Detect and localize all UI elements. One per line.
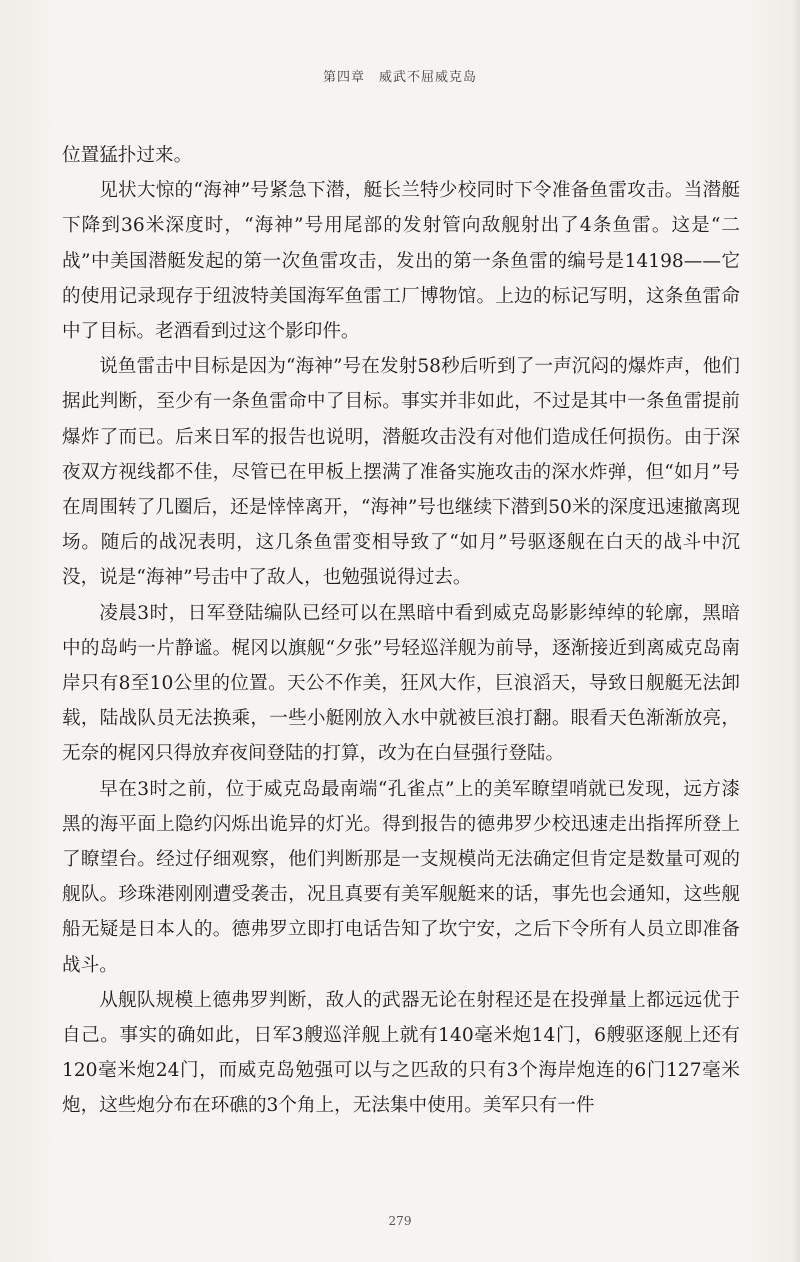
page-number: 279: [388, 1214, 412, 1228]
chapter-number: 第四章: [322, 70, 365, 85]
paragraph: 说鱼雷击中目标是因为“海神”号在发射58秒后听到了一声沉闷的爆炸声，他们据此判断，至少有一条鱼雷命中了目标。事实并非如此，不过是其中一条鱼雷提前爆炸了而已。后来日军的报告也说明，潜艇攻击没有对他们造成任何损伤。由于深夜双方视线都不佳，尽管已在甲板上摆满了准备实施攻击的深水炸弹，但“如月”号在周围转了几圈后，还是悻悻离开，“海神”号也继续下潜到50米的深度迅速撤离现场。随后的战况表明，这几条鱼雷变相导致了“如月”号驱逐舰在白天的战斗中沉没，说是“海神”号击中了敌人，也勉强说得过去。: [62, 356, 740, 589]
chapter-title: 威武不屈威克岛: [379, 70, 478, 85]
paragraph: 凌晨3时，日军登陆编队已经可以在黑暗中看到威克岛影影绰绰的轮廓，黑暗中的岛屿一片静谧。梶冈以旗舰“夕张”号轻巡洋舰为前导，逐渐接近到离威克岛南岸只有8至10公里的位置。天公不作美，狂风大作，巨浪滔天，导致日舰艇无法卸载，陆战队员无法换乘，一些小艇刚放入水中就被巨浪打翻。眼看天色渐渐放亮，无奈的梶冈只得放弃夜间登陆的打算，改为在白昼强行登陆。: [62, 602, 740, 765]
paragraph: 见状大惊的“海神”号紧急下潜，艇长兰特少校同时下令准备鱼雷攻击。当潜艇下降到36米深度时，“海神”号用尾部的发射管向敌舰射出了4条鱼雷。这是“二战”中美国潜艇发起的第一次鱼雷攻击，发出的第一条鱼雷的编号是14198——它的使用记录现存于纽波特美国海军鱼雷工厂博物馆。上边的标记写明，这条鱼雷命中了目标。老酒看到过这个影印件。: [62, 180, 740, 343]
running-header: [0, 66, 800, 85]
paragraph-continuation: 位置猛扑过来。: [62, 145, 193, 166]
paragraph: 早在3时之前，位于威克岛最南端“孔雀点”上的美军瞭望哨就已发现，远方漆黑的海平面上隐约闪烁出诡异的灯光。得到报告的德弗罗少校迅速走出指挥所登上了瞭望台。经过仔细观察，他们判断那是一支规模尚无法确定但肯定是数量可观的舰队。珍珠港刚刚遭受袭击，况且真要有美军舰艇来的话，事先也会通知，这些舰船无疑是日本人的。德弗罗立即打电话告知了坎宁安，之后下令所有人员立即准备战斗。: [62, 778, 740, 976]
body-text: [62, 138, 740, 1124]
binding-shadow: [792, 0, 800, 1262]
paragraph: 从舰队规模上德弗罗判断，敌人的武器无论在射程还是在投弹量上都远远优于自己。事实的确如此，日军3艘巡洋舰上就有140毫米炮14门，6艘驱逐舰上还有120毫米炮24门，而威克岛勉强可以与之匹敌的只有3个海岸炮连的6门127毫米炮，这些炮分布在环礁的3个角上，无法集中使用。美军只有一件: [62, 989, 740, 1117]
